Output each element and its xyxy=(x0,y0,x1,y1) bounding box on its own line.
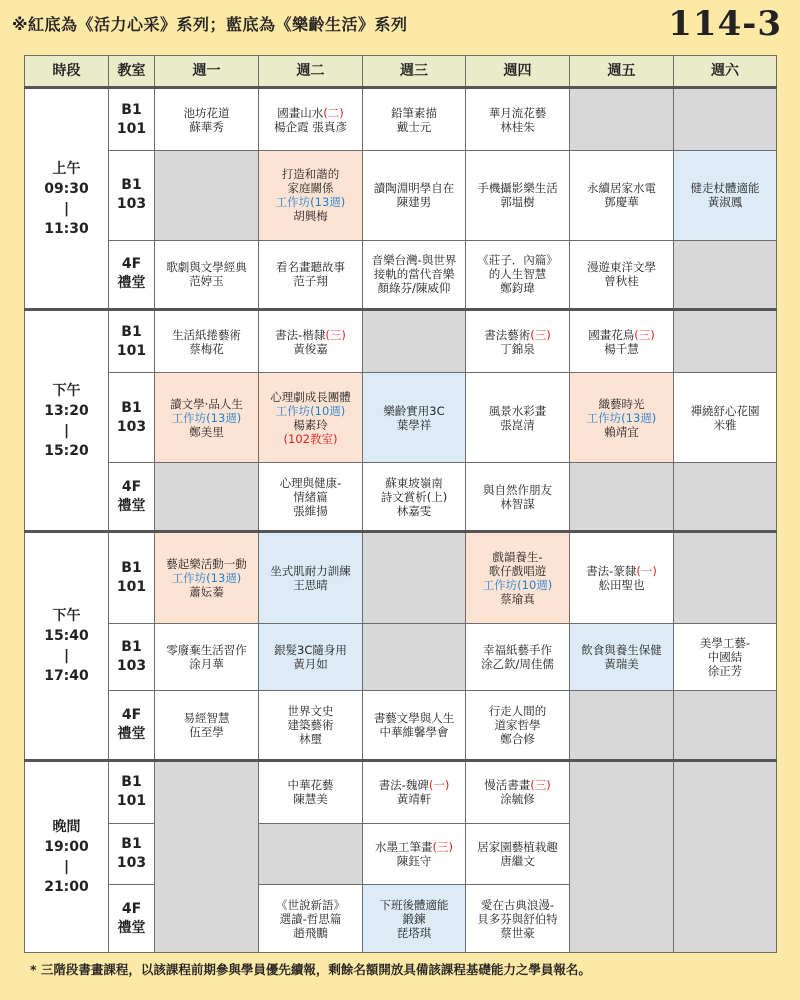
course-teacher: 王思晴 xyxy=(293,577,328,592)
empty-cell xyxy=(155,760,259,952)
course-title xyxy=(572,564,671,578)
course-title xyxy=(261,328,360,342)
course-title: 戲韻養生- xyxy=(492,549,543,564)
col-header: 時段 xyxy=(25,56,109,88)
room-cell xyxy=(109,532,155,623)
course-title: 道家哲學 xyxy=(494,718,541,733)
empty-cell xyxy=(363,532,466,623)
room-number: 禮堂 xyxy=(117,726,146,743)
room-cell xyxy=(109,760,155,823)
room-floor: 4F xyxy=(121,478,142,495)
course-cell xyxy=(674,151,777,241)
course-level: (三) xyxy=(530,327,551,342)
course-title: 書藝文學與人生 xyxy=(373,711,455,726)
empty-cell xyxy=(674,462,777,531)
course-title: 接軌的當代音樂 xyxy=(373,267,455,282)
course-title: 易經智慧 xyxy=(183,711,230,726)
empty-cell xyxy=(674,310,777,373)
course-title: 建築藝術 xyxy=(287,718,334,733)
course-title: 手機攝影樂生活 xyxy=(477,181,558,196)
course-level: (三) xyxy=(432,839,453,854)
empty-cell xyxy=(570,691,674,760)
room-cell xyxy=(109,373,155,463)
period-sep: | xyxy=(63,422,70,439)
course-title: 打造和諧的 xyxy=(281,167,340,182)
room-cell xyxy=(109,240,155,309)
course-teacher: 陳慧美 xyxy=(293,792,328,807)
course-cell xyxy=(466,240,570,309)
course-teacher: 趙飛鵬 xyxy=(293,925,328,940)
course-cell xyxy=(570,532,674,623)
course-cell xyxy=(155,240,259,309)
course-level: (一) xyxy=(636,563,657,578)
course-cell xyxy=(570,310,674,373)
period-end: 11:30 xyxy=(44,220,89,237)
course-cell xyxy=(155,310,259,373)
course-cell xyxy=(259,532,363,623)
room-floor: B1 xyxy=(121,177,142,194)
course-cell xyxy=(466,760,570,823)
course-cell xyxy=(363,151,466,241)
course-title: 漫遊東洋文學 xyxy=(587,260,656,275)
course-teacher: 張維揚 xyxy=(293,503,328,518)
course-title: 歌劇與文學經典 xyxy=(166,260,247,275)
period-end: 17:40 xyxy=(44,667,89,684)
course-cell xyxy=(674,623,777,691)
course-cell xyxy=(466,151,570,241)
table-row xyxy=(25,623,777,691)
course-title: 讀文學‧品人生 xyxy=(170,396,243,411)
course-workshop: 工作坊(13週) xyxy=(275,195,346,210)
period-label: 晚間 xyxy=(52,818,81,835)
course-title: 美學工藝- xyxy=(699,636,751,650)
schedule-table xyxy=(24,55,777,953)
course-cell xyxy=(570,373,674,463)
course-cell xyxy=(155,623,259,691)
room-floor: B1 xyxy=(121,835,142,852)
col-header: 週二 xyxy=(259,56,363,88)
course-cell xyxy=(570,623,674,691)
header-row xyxy=(25,56,777,88)
course-teacher: 舩田聖也 xyxy=(598,577,645,592)
course-title: 心理劇成長團體 xyxy=(270,389,351,404)
col-header: 週三 xyxy=(363,56,466,88)
course-title xyxy=(468,328,567,342)
room-cell xyxy=(109,151,155,241)
period-start: 13:20 xyxy=(44,402,89,419)
course-teacher: 陳建男 xyxy=(396,195,432,210)
course-title: 中華花藝 xyxy=(287,778,334,793)
room-number: 禮堂 xyxy=(117,275,146,292)
course-cell xyxy=(259,310,363,373)
course-title xyxy=(468,778,567,792)
course-cell xyxy=(259,151,363,241)
course-teacher: 郭塭樹 xyxy=(500,195,535,210)
course-cell xyxy=(570,240,674,309)
course-title xyxy=(261,106,360,120)
course-teacher: 唐繼文 xyxy=(500,853,535,868)
course-teacher: 蘇華秀 xyxy=(189,119,224,134)
course-workshop: 工作坊(10週) xyxy=(275,403,346,418)
course-teacher: 涂乙欽/周佳儒 xyxy=(481,657,554,671)
course-title xyxy=(572,328,671,342)
room-cell xyxy=(109,823,155,884)
course-teacher: 蕭妘蓁 xyxy=(189,584,224,599)
period-cell xyxy=(25,310,109,532)
course-title: 居家園藝植栽趣 xyxy=(477,839,558,854)
course-teacher: 琵塔琪 xyxy=(396,925,432,940)
col-header: 週一 xyxy=(155,56,259,88)
course-workshop: 工作坊(13週) xyxy=(171,570,242,585)
course-cell xyxy=(259,88,363,151)
room-number: 101 xyxy=(116,793,147,810)
course-title: 藝起樂活動一動 xyxy=(166,556,247,571)
course-title: 世界文史 xyxy=(287,704,334,719)
col-header: 教室 xyxy=(109,56,155,88)
course-teacher: 黃月如 xyxy=(293,657,328,671)
course-cell xyxy=(466,462,570,531)
course-title: 讀陶淵明學自在 xyxy=(373,181,455,196)
course-title: 零廢棄生活習作 xyxy=(166,643,247,657)
room-floor: B1 xyxy=(121,323,142,340)
table-row xyxy=(25,532,777,623)
course-teacher: 伍至學 xyxy=(189,725,224,740)
course-teacher: 賴靖宜 xyxy=(604,424,639,439)
course-title-text: 國畫山水 xyxy=(277,105,324,120)
room-cell xyxy=(109,691,155,760)
course-teacher: 戴士元 xyxy=(396,119,432,134)
course-cell xyxy=(363,691,466,760)
course-workshop: 工作坊(13週) xyxy=(171,410,242,425)
table-row xyxy=(25,310,777,373)
empty-cell xyxy=(570,462,674,531)
course-teacher: 楊企霞 張真彥 xyxy=(274,119,347,134)
course-cell xyxy=(466,885,570,953)
empty-cell xyxy=(570,760,674,952)
course-title: 織藝時光 xyxy=(598,396,645,411)
course-title: 《莊子．內篇》 xyxy=(477,253,558,268)
footnote: * 三階段書畫課程，以該課程前期參與學員優先續報，剩餘名額開放具備該課程基礎能力之學員報名。 xyxy=(30,962,591,977)
room-floor: 4F xyxy=(121,707,142,724)
course-cell xyxy=(155,373,259,463)
period-cell xyxy=(25,88,109,310)
course-cell xyxy=(570,151,674,241)
course-cell xyxy=(363,373,466,463)
course-teacher: 鄭美里 xyxy=(189,424,224,439)
table-row xyxy=(25,88,777,151)
course-teacher: 林智謀 xyxy=(500,496,535,511)
table-row xyxy=(25,240,777,309)
course-title: 選讀-哲思篇 xyxy=(279,911,342,926)
period-start: 09:30 xyxy=(44,180,89,197)
course-level: (三) xyxy=(634,327,655,342)
empty-cell xyxy=(363,310,466,373)
course-cell xyxy=(259,373,363,463)
course-teacher: 楊素玲 xyxy=(293,417,328,432)
course-cell xyxy=(259,462,363,531)
course-level: (三) xyxy=(325,327,346,342)
period-label: 下午 xyxy=(52,607,81,624)
course-teacher: 黃靖軒 xyxy=(396,792,432,807)
room-floor: B1 xyxy=(121,639,142,655)
course-title-text: 慢活書畫 xyxy=(484,778,531,793)
table-row xyxy=(25,462,777,531)
period-start: 19:00 xyxy=(44,838,89,855)
course-cell xyxy=(259,760,363,823)
course-teacher: 黃瑞美 xyxy=(604,657,639,671)
empty-cell xyxy=(570,88,674,151)
course-teacher: 米雅 xyxy=(713,417,737,432)
course-teacher: 顏綠芬/陳威仰 xyxy=(377,281,451,296)
course-title-text: 書法藝術 xyxy=(484,327,531,342)
course-cell xyxy=(259,240,363,309)
course-cell xyxy=(363,885,466,953)
empty-cell xyxy=(674,760,777,952)
course-teacher: 范子翔 xyxy=(293,274,328,289)
period-end: 21:00 xyxy=(44,878,89,895)
table-row xyxy=(25,151,777,241)
course-title: 樂齡實用3C xyxy=(383,403,445,418)
empty-cell xyxy=(674,691,777,760)
course-teacher: 涂毓修 xyxy=(500,792,535,807)
period-label: 上午 xyxy=(52,160,81,177)
room-number: 101 xyxy=(116,120,147,137)
course-teacher: 黃淑鳳 xyxy=(707,195,743,210)
course-teacher: 胡興梅 xyxy=(293,209,328,224)
period-start: 15:40 xyxy=(44,627,89,644)
room-number: 103 xyxy=(116,418,147,435)
course-title: 永續居家水電 xyxy=(587,181,656,196)
course-cell xyxy=(155,532,259,623)
empty-cell xyxy=(674,532,777,623)
course-cell xyxy=(363,240,466,309)
course-teacher: 張崑清 xyxy=(500,417,535,432)
empty-cell xyxy=(259,823,363,884)
empty-cell xyxy=(674,240,777,309)
course-title: 銀髮3C隨身用 xyxy=(274,643,347,657)
course-title: 生活紙捲藝術 xyxy=(172,327,241,342)
course-title: 與自然作朋友 xyxy=(483,482,552,497)
room-cell xyxy=(109,885,155,953)
course-title: 飲食與養生保健 xyxy=(581,643,662,657)
course-title: 鍛鍊 xyxy=(402,911,426,926)
room-number: 101 xyxy=(116,578,147,595)
table-row xyxy=(25,691,777,760)
room-floor: 4F xyxy=(121,256,142,273)
page-title: ※紅底為《活力心采》系列；藍底為《樂齡生活》系列 xyxy=(12,15,408,34)
course-title: 池坊花道 xyxy=(183,105,230,120)
course-cell xyxy=(466,532,570,623)
course-title: 健走杖體適能 xyxy=(690,181,760,196)
course-title: 貝多芬與舒伯特 xyxy=(477,911,558,926)
course-teacher: 蔡梅花 xyxy=(189,341,224,356)
period-label: 下午 xyxy=(52,382,81,399)
course-teacher: 范婷玉 xyxy=(189,274,224,289)
room-floor: B1 xyxy=(121,399,142,416)
period-end: 15:20 xyxy=(44,442,89,459)
course-title-text: 書法-魏碑 xyxy=(378,778,429,793)
course-teacher: 丁錦泉 xyxy=(500,341,535,356)
course-title: 下班後體適能 xyxy=(379,897,449,912)
room-cell xyxy=(109,462,155,531)
course-level: (二) xyxy=(323,105,344,120)
empty-cell xyxy=(363,623,466,691)
col-header: 週六 xyxy=(674,56,777,88)
course-title: 的人生智慧 xyxy=(488,267,547,282)
course-teacher: 林桂朱 xyxy=(500,119,535,134)
course-cell xyxy=(259,885,363,953)
room-number: 禮堂 xyxy=(117,497,146,514)
table-row xyxy=(25,760,777,823)
course-workshop: 工作坊(13週) xyxy=(586,410,657,425)
course-cell xyxy=(466,691,570,760)
course-title: 看名畫聽故事 xyxy=(276,260,345,275)
course-title: 詩文賞析(上) xyxy=(380,489,448,504)
course-teacher: 涂月華 xyxy=(189,657,224,671)
course-title: 幸福紙藝手作 xyxy=(483,643,552,657)
course-title-text: 書法-篆隸 xyxy=(586,563,637,578)
table-row xyxy=(25,373,777,463)
col-header: 週五 xyxy=(570,56,674,88)
empty-cell xyxy=(155,462,259,531)
room-cell xyxy=(109,88,155,151)
course-cell xyxy=(466,823,570,884)
course-title: 音樂台灣-與世界 xyxy=(371,253,457,268)
course-title: 中國結 xyxy=(707,650,743,664)
room-floor: B1 xyxy=(121,774,142,791)
course-teacher: 陳鈺守 xyxy=(396,853,432,868)
period-sep: | xyxy=(63,647,70,664)
course-teacher: 鄧慶華 xyxy=(604,195,639,210)
course-teacher: 蔡瑜真 xyxy=(500,591,535,606)
course-teacher: 鄭合修 xyxy=(500,732,535,747)
term-code: 114-3 xyxy=(668,4,782,44)
course-title: 家庭關係 xyxy=(287,181,334,196)
course-title: 情緒篇 xyxy=(293,489,328,504)
course-title-text: 國畫花鳥 xyxy=(588,327,635,342)
course-title xyxy=(365,840,463,854)
empty-cell xyxy=(674,88,777,151)
room-floor: B1 xyxy=(121,101,142,118)
course-level: (一) xyxy=(428,778,450,793)
course-title-text: 水墨工筆畫 xyxy=(375,839,433,854)
course-title: 鉛筆素描 xyxy=(391,105,437,120)
course-cell xyxy=(466,88,570,151)
course-room-note: (102教室) xyxy=(283,431,338,446)
course-cell xyxy=(466,373,570,463)
course-title: 華月流花藝 xyxy=(488,105,547,120)
period-cell xyxy=(25,760,109,952)
course-cell xyxy=(363,823,466,884)
course-title xyxy=(365,778,463,792)
course-cell xyxy=(674,373,777,463)
course-teacher: 徐正芳 xyxy=(707,664,743,678)
course-cell xyxy=(363,760,466,823)
course-workshop: 工作坊(10週) xyxy=(482,577,553,592)
course-teacher: 楊千慧 xyxy=(604,341,639,356)
course-cell xyxy=(466,623,570,691)
course-teacher: 林嘉雯 xyxy=(396,503,432,518)
room-number: 103 xyxy=(116,854,147,871)
room-number: 禮堂 xyxy=(117,919,146,936)
period-cell xyxy=(25,532,109,760)
empty-cell xyxy=(155,151,259,241)
room-number: 101 xyxy=(116,342,147,359)
course-teacher: 林壐 xyxy=(299,732,322,747)
col-header: 週四 xyxy=(466,56,570,88)
course-title: 坐式肌耐力訓練 xyxy=(270,563,351,578)
course-title: 歌仔戲唱遊 xyxy=(488,563,547,578)
room-number: 103 xyxy=(116,658,147,674)
period-sep: | xyxy=(63,200,70,217)
course-teacher: 中華維馨學會 xyxy=(379,725,449,740)
course-title-text: 書法-楷隸 xyxy=(275,327,326,342)
course-title: 《世說新語》 xyxy=(276,897,345,912)
course-cell xyxy=(259,623,363,691)
period-sep: | xyxy=(63,858,70,875)
course-title: 愛在古典浪漫- xyxy=(480,897,555,912)
course-cell xyxy=(259,691,363,760)
course-teacher: 鄭鈞瑋 xyxy=(500,281,535,296)
course-title: 心理與健康- xyxy=(279,475,342,490)
room-floor: B1 xyxy=(121,559,142,576)
course-cell xyxy=(155,691,259,760)
room-number: 103 xyxy=(116,196,147,213)
room-floor: 4F xyxy=(121,900,142,917)
course-cell xyxy=(466,310,570,373)
course-cell xyxy=(363,462,466,531)
course-level: (三) xyxy=(530,778,551,793)
course-teacher: 黃俊嘉 xyxy=(293,341,328,356)
course-title: 風景水彩畫 xyxy=(488,403,547,418)
course-title: 蘇東坡嶺南 xyxy=(385,475,443,490)
course-title: 禪繞舒心花園 xyxy=(690,403,760,418)
room-cell xyxy=(109,623,155,691)
course-teacher: 葉學祥 xyxy=(396,417,432,432)
course-teacher: 蔡世豪 xyxy=(500,925,535,940)
course-cell xyxy=(155,88,259,151)
room-cell xyxy=(109,310,155,373)
course-cell xyxy=(363,88,466,151)
course-teacher: 曾秋桂 xyxy=(604,274,639,289)
course-title: 行走人間的 xyxy=(488,704,547,719)
